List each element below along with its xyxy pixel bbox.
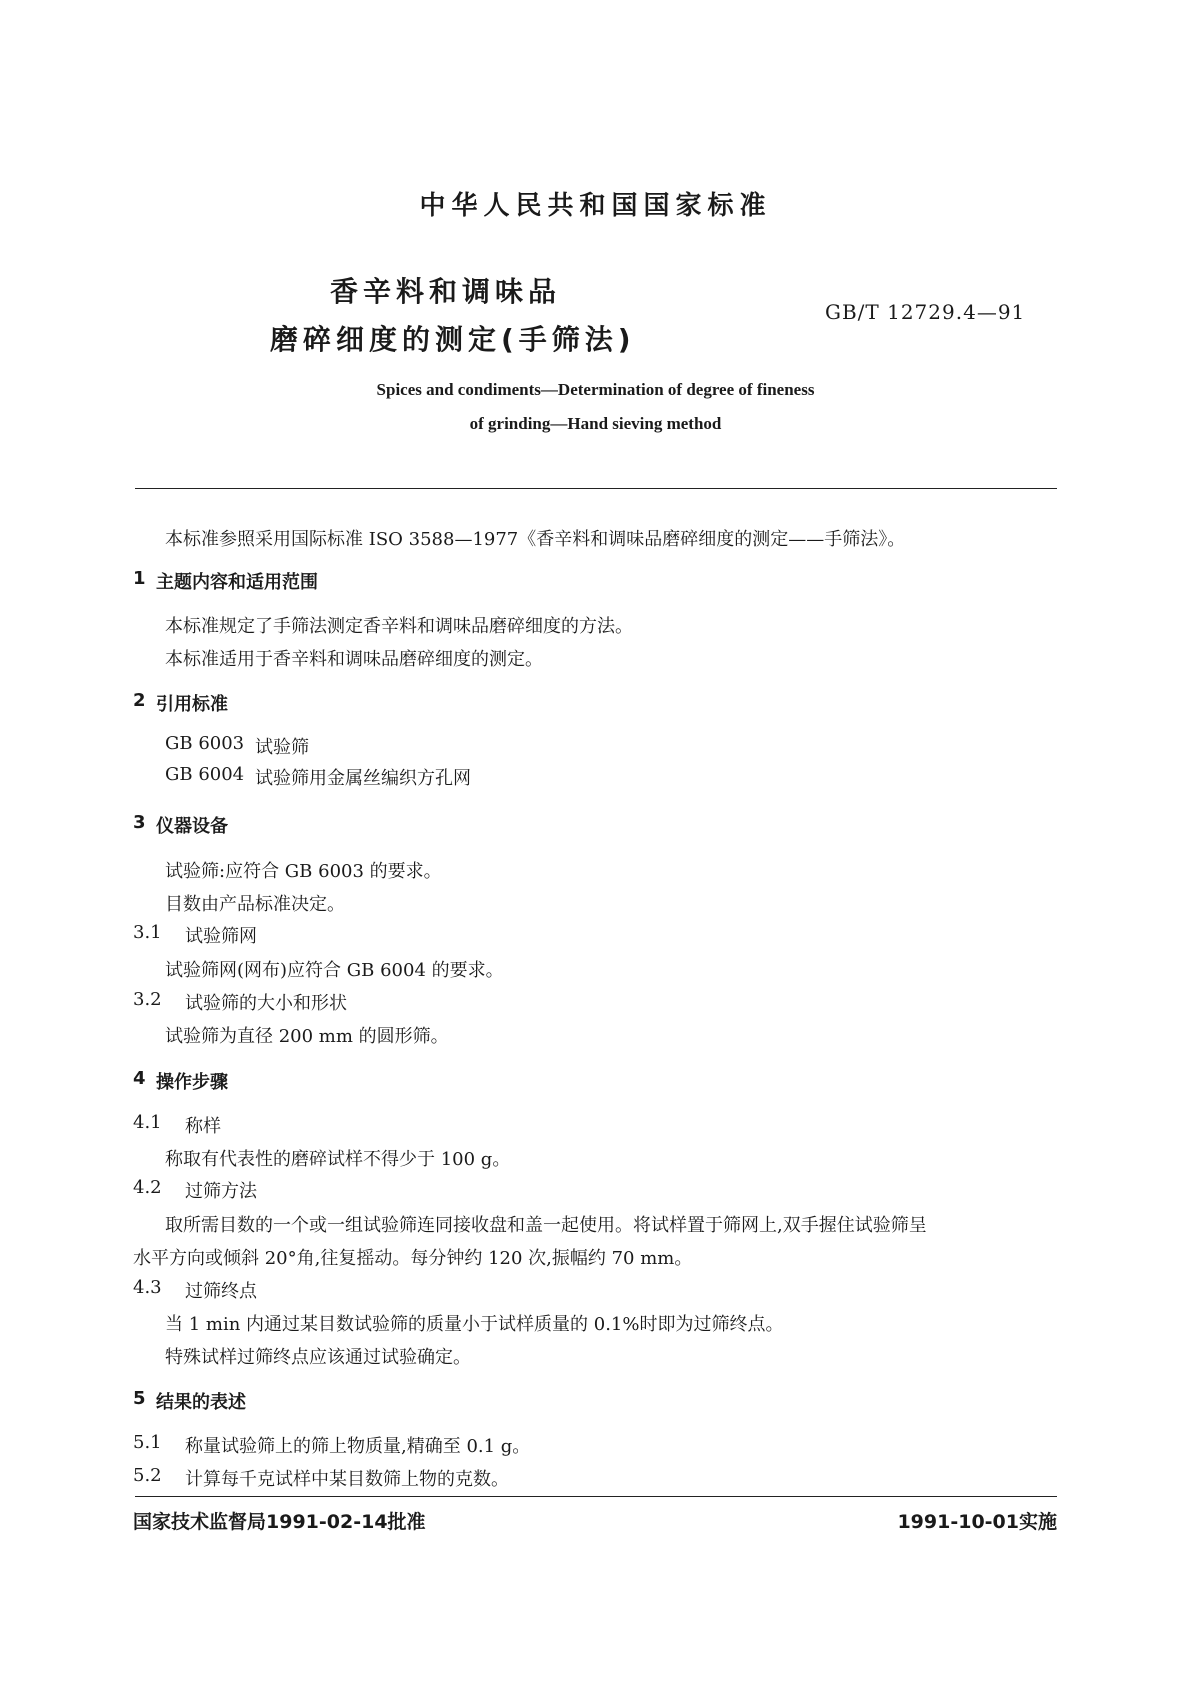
english-title-line-2: of grinding—Hand sieving method xyxy=(469,414,722,433)
subsection-3-2-text: 试验筛为直径 200 mm 的圆形筛。 xyxy=(165,1026,449,1047)
section-1-number: 1 xyxy=(133,568,146,589)
national-standard-heading: 中华人民共和国国家标准 xyxy=(419,191,772,221)
section-1-paragraph-2: 本标准适用于香辛料和调味品磨碎细度的测定。 xyxy=(165,649,543,670)
subsection-5-1-number: 5.1 xyxy=(133,1432,162,1453)
standard-code: GB/T 12729.4—91 xyxy=(825,300,1026,324)
bottom-divider xyxy=(135,1496,1057,1497)
section-4-title: 操作步骤 xyxy=(156,1072,228,1093)
reference-name: 试验筛用金属丝编织方孔网 xyxy=(255,768,471,789)
section-1-paragraph-1: 本标准规定了手筛法测定香辛料和调味品磨碎细度的方法。 xyxy=(165,616,633,637)
english-title-line-1: Spices and condiments—Determination of degree of fineness xyxy=(376,380,815,399)
subsection-3-2-number: 3.2 xyxy=(133,989,162,1010)
subsection-4-3-number: 4.3 xyxy=(133,1277,162,1298)
reference-code: GB 6004 xyxy=(165,764,245,785)
section-3-title: 仪器设备 xyxy=(156,816,228,837)
section-2-number: 2 xyxy=(133,690,146,711)
effective-date: 1991-10-01实施 xyxy=(897,1511,1057,1533)
subsection-3-1-text: 试验筛网(网布)应符合 GB 6004 的要求。 xyxy=(165,960,504,981)
subsection-4-1-number: 4.1 xyxy=(133,1112,162,1133)
section-2-title: 引用标准 xyxy=(156,694,228,715)
subsection-4-2-title: 过筛方法 xyxy=(185,1181,257,1202)
section-3-paragraph-2: 目数由产品标准决定。 xyxy=(165,894,345,915)
subsection-4-2-number: 4.2 xyxy=(133,1177,162,1198)
title-line-2: 磨碎细度的测定(手筛法) xyxy=(270,323,636,356)
intro-paragraph: 本标准参照采用国际标准 ISO 3588—1977《香辛料和调味品磨碎细度的测定——手筛法》。 xyxy=(165,529,906,550)
subsection-4-2-text-line-2: 水平方向或倾斜 20°角,往复摇动。每分钟约 120 次,振幅约 70 mm。 xyxy=(133,1248,693,1269)
reference-code: GB 6003 xyxy=(165,733,245,754)
approval-date: 国家技术监督局1991-02-14批准 xyxy=(133,1511,426,1533)
top-divider xyxy=(135,488,1057,489)
section-4-number: 4 xyxy=(133,1068,146,1089)
section-5-title: 结果的表述 xyxy=(156,1392,246,1413)
title-line-1: 香辛料和调味品 xyxy=(330,275,562,308)
subsection-5-1-text: 称量试验筛上的筛上物质量,精确至 0.1 g。 xyxy=(185,1436,531,1457)
subsection-3-1-title: 试验筛网 xyxy=(185,926,257,947)
subsection-3-2-title: 试验筛的大小和形状 xyxy=(185,993,347,1014)
subsection-5-2-text: 计算每千克试样中某目数筛上物的克数。 xyxy=(185,1469,509,1490)
subsection-3-1-number: 3.1 xyxy=(133,922,162,943)
subsection-4-1-title: 称样 xyxy=(185,1116,221,1137)
subsection-4-1-text: 称取有代表性的磨碎试样不得少于 100 g。 xyxy=(165,1149,511,1170)
section-3-number: 3 xyxy=(133,812,146,833)
section-5-number: 5 xyxy=(133,1388,146,1409)
section-1-title: 主题内容和适用范围 xyxy=(156,572,318,593)
section-3-paragraph-1: 试验筛:应符合 GB 6003 的要求。 xyxy=(165,861,442,882)
subsection-5-2-number: 5.2 xyxy=(133,1465,162,1486)
subsection-4-3-text-line-1: 当 1 min 内通过某目数试验筛的质量小于试样质量的 0.1%时即为过筛终点。 xyxy=(165,1314,784,1335)
reference-name: 试验筛 xyxy=(255,737,309,758)
subsection-4-2-text-line-1: 取所需目数的一个或一组试验筛连同接收盘和盖一起使用。将试样置于筛网上,双手握住试验筛呈 xyxy=(165,1215,927,1236)
subsection-4-3-title: 过筛终点 xyxy=(185,1281,257,1302)
subsection-4-3-text-line-2: 特殊试样过筛终点应该通过试验确定。 xyxy=(165,1347,471,1368)
